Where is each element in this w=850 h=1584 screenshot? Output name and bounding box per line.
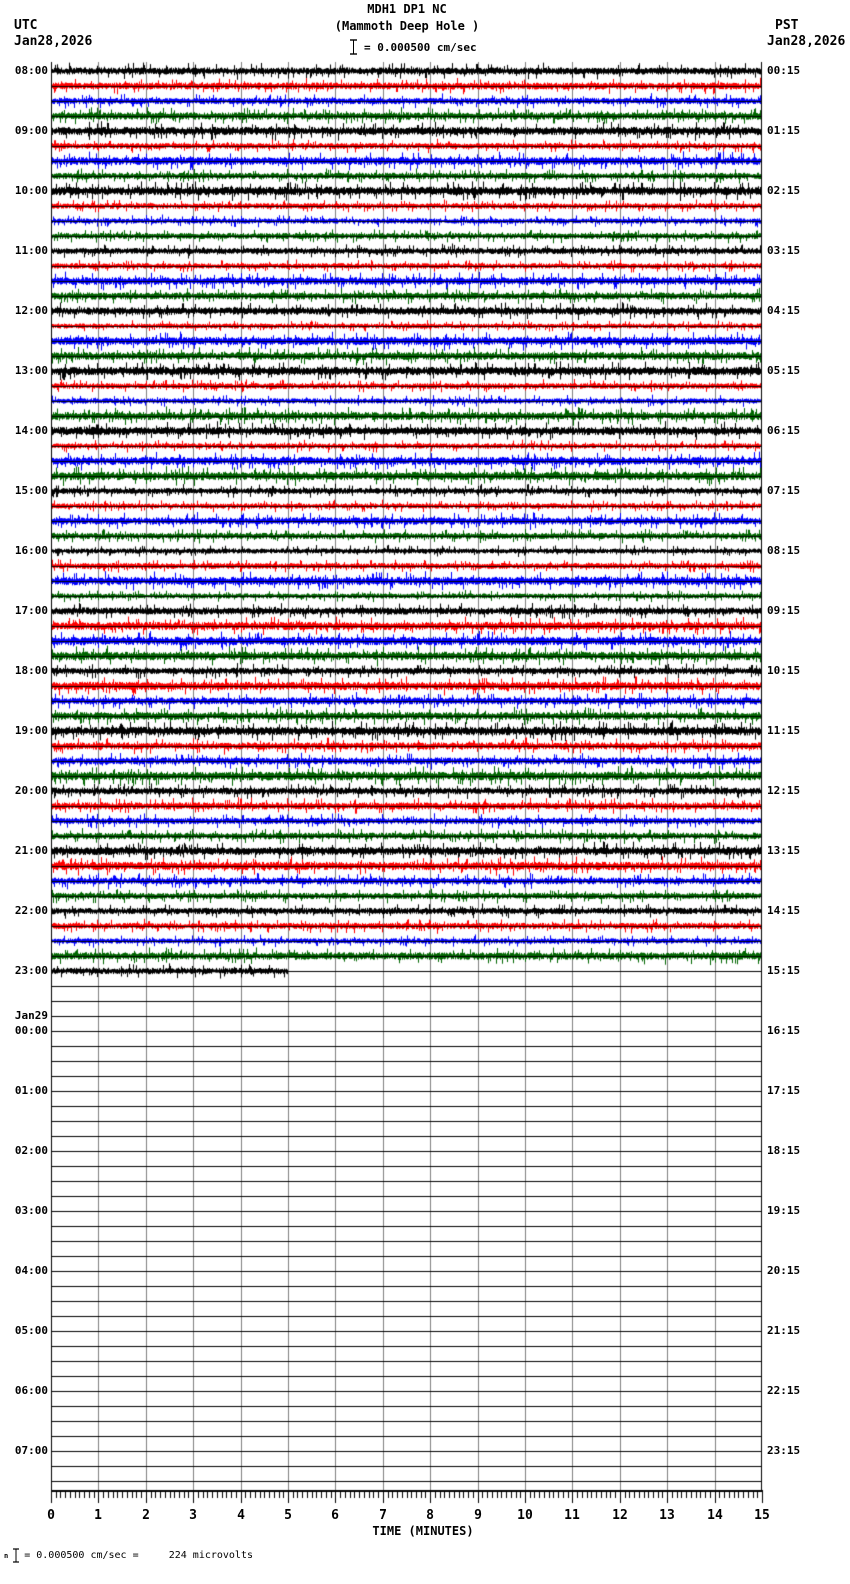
utc-hour-label: 04:00 [14, 1264, 48, 1277]
pst-hour-label: 17:15 [767, 1084, 801, 1097]
pst-hour-label: 16:15 [767, 1024, 801, 1037]
pst-hour-label: 14:15 [767, 904, 801, 917]
scale-key [349, 39, 477, 55]
pst-hour-label: 00:15 [767, 64, 801, 77]
pst-hour-label: 02:15 [767, 184, 801, 197]
scale-bar-icon [349, 39, 358, 55]
utc-hour-label: 06:00 [14, 1384, 48, 1397]
minute-tick-label: 7 [379, 1508, 387, 1523]
utc-hour-label: 17:00 [14, 604, 48, 617]
station-location: (Mammoth Deep Hole ) [334, 19, 480, 33]
minute-tick-label: 6 [331, 1508, 339, 1523]
pst-hour-label: 19:15 [767, 1204, 801, 1217]
utc-hour-label: 20:00 [14, 784, 48, 797]
minute-tick-label: 0 [47, 1508, 55, 1523]
pst-hour-label: 05:15 [767, 364, 801, 377]
utc-date-label: Jan29 [14, 1009, 48, 1022]
utc-hour-label: 01:00 [14, 1084, 48, 1097]
minute-tick-label: 15 [754, 1508, 770, 1523]
pst-hour-label: 10:15 [767, 664, 801, 677]
pst-hour-label: 15:15 [767, 964, 801, 977]
minute-tick-label: 11 [564, 1508, 580, 1523]
pst-hour-label: 20:15 [767, 1264, 801, 1277]
station-title: MDH1 DP1 NC [367, 2, 447, 16]
pst-hour-label: 22:15 [767, 1384, 801, 1397]
x-axis-title: TIME (MINUTES) [372, 1524, 474, 1538]
utc-hour-label: 02:00 [14, 1144, 48, 1157]
utc-hour-label: 13:00 [14, 364, 48, 377]
pst-hour-label: 23:15 [767, 1444, 801, 1457]
utc-hour-label: 21:00 [14, 844, 48, 857]
pst-hour-label: 08:15 [767, 544, 801, 557]
pst-hour-label: 21:15 [767, 1324, 801, 1337]
utc-hour-label: 18:00 [14, 664, 48, 677]
utc-hour-label: 19:00 [14, 724, 48, 737]
utc-hour-label: 14:00 [14, 424, 48, 437]
left-date-label: Jan28,2026 [14, 34, 93, 49]
utc-hour-label: 00:00 [14, 1024, 48, 1037]
pst-hour-label: 06:15 [767, 424, 801, 437]
utc-hour-label: 03:00 [14, 1204, 48, 1217]
utc-hour-label: 22:00 [14, 904, 48, 917]
minute-tick-label: 10 [517, 1508, 533, 1523]
utc-hour-label: 09:00 [14, 124, 48, 137]
minute-tick-label: 13 [659, 1508, 675, 1523]
pst-hour-label: 01:15 [767, 124, 801, 137]
minute-tick-label: 14 [707, 1508, 723, 1523]
pst-hour-label: 03:15 [767, 244, 801, 257]
pst-hour-label: 12:15 [767, 784, 801, 797]
utc-hour-label: 08:00 [14, 64, 48, 77]
utc-hour-label: 05:00 [14, 1324, 48, 1337]
pst-hour-label: 18:15 [767, 1144, 801, 1157]
utc-hour-label: 11:00 [14, 244, 48, 257]
sensitivity-note [4, 1548, 253, 1563]
pst-hour-label: 07:15 [767, 484, 801, 497]
left-timezone-label: UTC [14, 18, 38, 33]
minute-tick-label: 3 [189, 1508, 197, 1523]
right-date-label: Jan28,2026 [767, 34, 846, 49]
utc-hour-label: 07:00 [14, 1444, 48, 1457]
minute-tick-label: 1 [94, 1508, 102, 1523]
footer-prefix: n [4, 1551, 9, 1560]
pst-hour-label: 13:15 [767, 844, 801, 857]
utc-hour-label: 10:00 [14, 184, 48, 197]
pst-hour-label: 04:15 [767, 304, 801, 317]
minute-tick-label: 5 [284, 1508, 292, 1523]
pst-hour-label: 09:15 [767, 604, 801, 617]
minute-tick-label: 4 [237, 1508, 245, 1523]
right-timezone-label: PST [775, 18, 799, 33]
utc-hour-label: 16:00 [14, 544, 48, 557]
utc-hour-label: 15:00 [14, 484, 48, 497]
minute-tick-label: 9 [474, 1508, 482, 1523]
minute-tick-label: 8 [426, 1508, 434, 1523]
utc-hour-label: 12:00 [14, 304, 48, 317]
pst-hour-label: 11:15 [767, 724, 801, 737]
minute-tick-label: 12 [612, 1508, 628, 1523]
utc-hour-label: 23:00 [14, 964, 48, 977]
minute-tick-label: 2 [142, 1508, 150, 1523]
scale-label: = 0.000500 cm/sec [364, 40, 477, 54]
footer-text: = 0.000500 cm/sec = 224 microvolts [24, 1550, 253, 1561]
scale-bar-icon [12, 1548, 20, 1563]
